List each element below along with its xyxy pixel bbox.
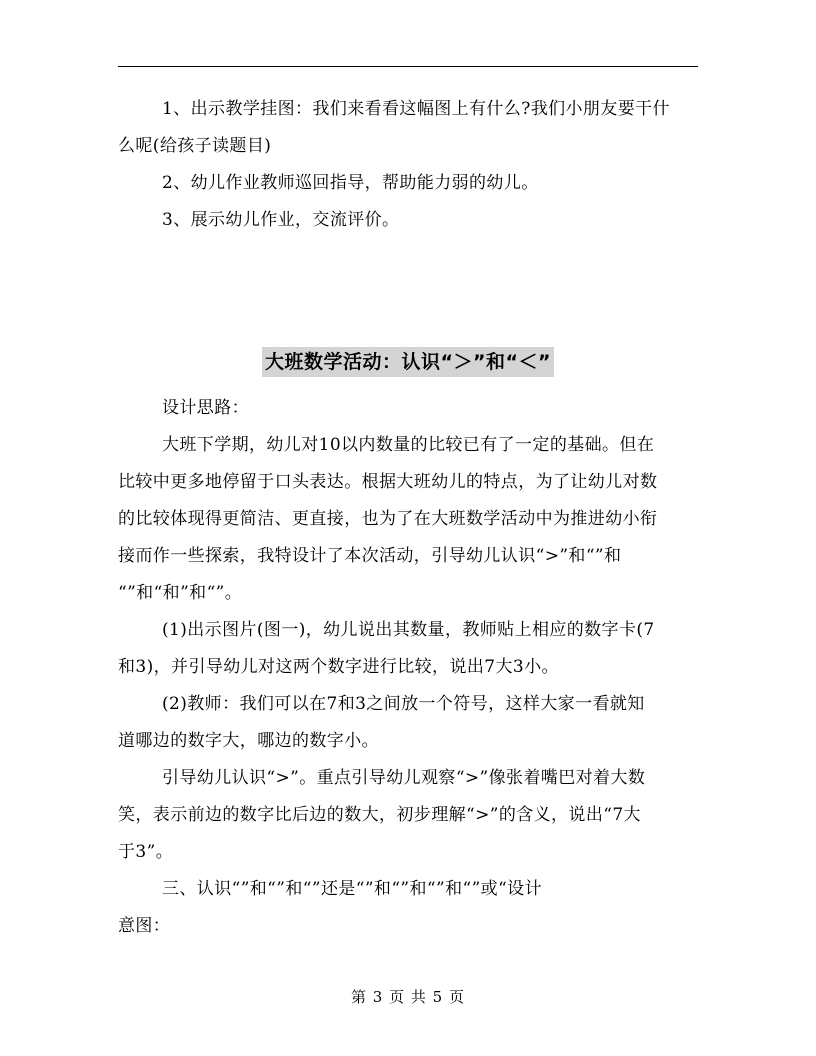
section1-line-2: 么呢(给孩子读题目) <box>118 136 272 156</box>
section1-line-3: 2、幼儿作业教师巡回指导，帮助能力弱的幼儿。 <box>162 173 539 193</box>
paragraph3-line-2: 道哪边的数字大，哪边的数字小。 <box>118 731 379 751</box>
paragraph1-line-5: “”和“和”和“”。 <box>118 583 243 603</box>
paragraph1-line-4: 接而作一些探索，我特设计了本次活动，引导幼儿认识“>”和“”和 <box>118 546 622 566</box>
header-rule <box>118 66 698 67</box>
paragraph4-line-3: 于3”。 <box>118 842 174 862</box>
title-container <box>118 347 698 377</box>
paragraph4-line-2: 笑，表示前边的数字比后边的数大，初步理解“>”的含义，说出“7大 <box>118 805 641 825</box>
design-label: 设计思路： <box>162 398 249 418</box>
page-footer: 第 3 页 共 5 页 <box>351 988 465 1006</box>
paragraph2-line-2: 和3)，并引导幼儿对这两个数字进行比较，说出7大3小。 <box>118 657 559 677</box>
paragraph1-line-1: 大班下学期，幼儿对10以内数量的比较已有了一定的基础。但在 <box>162 435 655 455</box>
paragraph5-line-2: 意图： <box>118 916 171 936</box>
paragraph2-line-1: (1)出示图片(图一)，幼儿说出其数量，教师贴上相应的数字卡(7 <box>162 620 655 640</box>
paragraph1-line-3: 的比较体现得更简洁、更直接，也为了在大班数学活动中为推进幼小衔 <box>118 509 658 529</box>
paragraph3-line-1: (2)教师：我们可以在7和3之间放一个符号，这样大家一看就知 <box>162 694 645 714</box>
section1-line-4: 3、展示幼儿作业，交流评价。 <box>162 210 400 230</box>
section1-line-1: 1、出示教学挂图：我们来看看这幅图上有什么?我们小朋友要干什 <box>162 99 670 119</box>
paragraph1-line-2: 比较中更多地停留于口头表达。根据大班幼儿的特点，为了让幼儿对数 <box>118 472 658 492</box>
paragraph4-line-1: 引导幼儿认识“>”。重点引导幼儿观察“>”像张着嘴巴对着大数 <box>162 768 646 788</box>
paragraph5-line-1: 三、认识“”和“”和“”还是“”和“”和“”和“”或“设计 <box>162 879 542 899</box>
document-title: 大班数学活动：认识“＞”和“＜” <box>262 347 554 377</box>
